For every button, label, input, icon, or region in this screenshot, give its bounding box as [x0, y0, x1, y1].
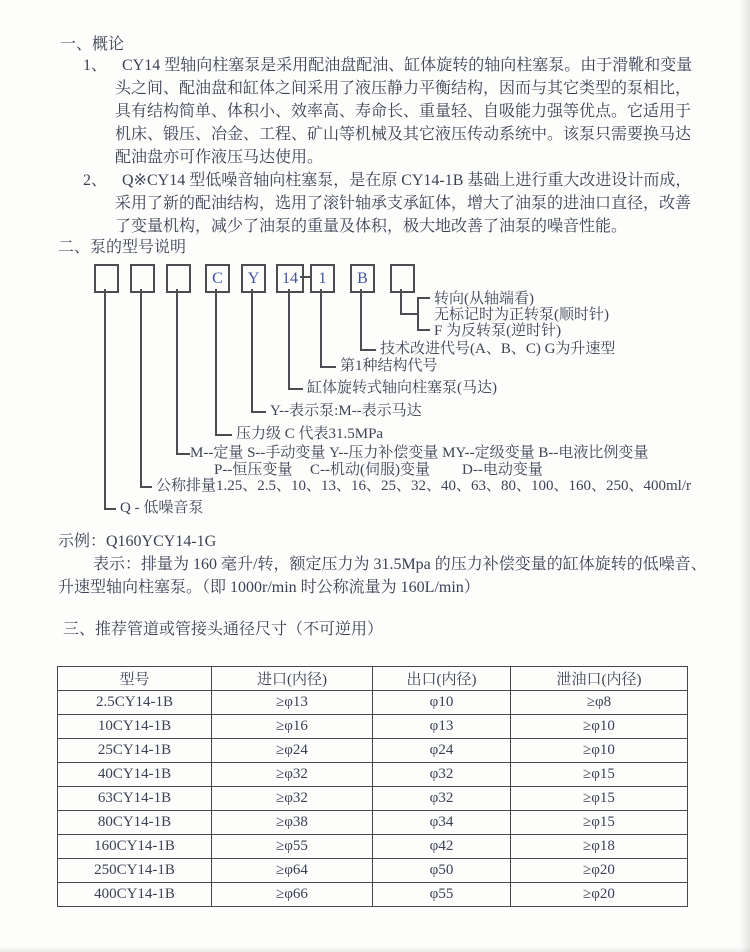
table-cell: 250CY14-1B — [58, 859, 212, 883]
table-row — [58, 787, 688, 811]
section3-heading: 三、推荐管道或管接头通径尺寸（不可逆用） — [63, 621, 384, 638]
table-cell: ≥φ18 — [511, 835, 688, 859]
paragraph-line: 头之间、配油盘和缸体之间采用了液压静力平衡结构，因而与其它类型的泵相比， — [115, 80, 692, 97]
connector-line — [140, 289, 142, 488]
example-line-1: 表示：排量为 160 毫升/转，额定压力为 31.5Mpa 的压力补偿变量的缸体旋转的低噪音、 — [93, 556, 707, 573]
table-cell: ≥φ32 — [212, 763, 373, 787]
label-pressure-grade: 压力级 C 代表31.5MPa — [236, 426, 384, 442]
label-structure-code: 第1种结构代号 — [340, 358, 438, 374]
model-code-box-9 — [390, 264, 415, 293]
paragraph-line: 配油盘亦可作液压马达使用。 — [115, 149, 324, 166]
model-code-box-C: C — [205, 264, 230, 293]
connector-line — [104, 508, 116, 510]
label-rotation-title: 转向(从轴端看) — [434, 291, 534, 307]
table-cell: 40CY14-1B — [58, 763, 212, 787]
example-title: 示例：Q160YCY14-1G — [58, 533, 217, 550]
pipe-size-table-head — [58, 667, 688, 691]
section1-heading: 一、概论 — [60, 36, 125, 53]
model-code-box-B: B — [350, 264, 375, 293]
connector-line — [251, 289, 253, 413]
table-row — [58, 883, 688, 907]
label-displacement: 公称排量1.25、2.5、10、13、16、25、32、40、63、80、100、160、250、400ml/r — [156, 478, 691, 494]
table-row — [58, 715, 688, 739]
connector-line — [320, 366, 336, 368]
connector-line — [104, 289, 106, 510]
table-cell: ≥φ20 — [511, 883, 688, 907]
model-code-box-2 — [130, 264, 155, 293]
table-cell: 400CY14-1B — [58, 883, 212, 907]
label-cylinder-type: 缸体旋转式轴向柱塞泵(马达) — [307, 380, 497, 396]
table-cell: 63CY14-1B — [58, 787, 212, 811]
label-pump-motor: Y--表示泵:M--表示马达 — [270, 403, 422, 419]
model-code-box-Y: Y — [241, 264, 266, 293]
table-row — [58, 739, 688, 763]
label-variable-types-2c: D--电动变量 — [462, 462, 543, 478]
connector-line — [288, 388, 303, 390]
model-code-box-3 — [166, 264, 191, 293]
table-cell: 80CY14-1B — [58, 811, 212, 835]
table-cell: φ55 — [373, 883, 511, 907]
table-header-cell: 型号 — [58, 667, 212, 691]
table-header-row — [58, 667, 688, 691]
table-row — [58, 811, 688, 835]
table-cell: φ50 — [373, 859, 511, 883]
table-cell: ≥φ55 — [212, 835, 373, 859]
bracket-line — [417, 297, 419, 331]
connector-line — [288, 289, 290, 390]
paragraph-line: 采用了新的配油结构，选用了滚针轴承支承缸体，增大了油泵的进油口直径，改善 — [115, 195, 692, 212]
paragraph-line: Q※CY14 型低噪音轴向柱塞泵，是在原 CY14-1B 基础上进行重大改进设计而成， — [122, 172, 692, 189]
label-variable-types-2b: C--机动(伺服)变量 — [310, 462, 430, 478]
table-header-cell: 出口(内径) — [373, 667, 511, 691]
table-header-cell: 进口(内径) — [212, 667, 373, 691]
scan-edge-bottom — [0, 947, 750, 952]
table-cell: φ24 — [373, 739, 511, 763]
model-code-box-14: 14 — [276, 264, 304, 293]
table-cell: ≥φ64 — [212, 859, 373, 883]
list-number-1: 1、 — [83, 57, 108, 74]
list-number-2: 2、 — [83, 172, 108, 189]
connector-line — [140, 486, 152, 488]
connector-line — [176, 453, 190, 455]
table-row — [58, 691, 688, 715]
table-cell: φ32 — [373, 763, 511, 787]
paragraph-line: 具有结构简单、体积小、效率高、寿命长、重量轻、自吸能力强等优点。它适用于 — [115, 103, 692, 120]
table-cell: 25CY14-1B — [58, 739, 212, 763]
table-cell: ≥φ10 — [511, 739, 688, 763]
paragraph-line: 机床、锻压、冶金、工程、矿山等机械及其它液压传动系统中。该泵只需要换马达 — [115, 126, 692, 143]
table-cell: 2.5CY14-1B — [58, 691, 212, 715]
model-code-box-1B: 1 — [310, 264, 335, 293]
table-cell: ≥φ15 — [511, 763, 688, 787]
table-cell: φ42 — [373, 835, 511, 859]
label-tech-code: 技术改进代号(A、B、C) G为升速型 — [380, 341, 616, 357]
table-cell: ≥φ66 — [212, 883, 373, 907]
table-cell: ≥φ8 — [511, 691, 688, 715]
table-cell: ≥φ20 — [511, 859, 688, 883]
connector-line — [215, 289, 217, 436]
label-rotation-default: 无标记时为正转泵(顺时针) — [434, 307, 609, 323]
connector-line — [400, 289, 402, 315]
paragraph-line: CY14 型轴向柱塞泵是采用配油盘配油、缸体旋转的轴向柱塞泵。由于滑靴和变量 — [122, 57, 693, 74]
model-code-box-1 — [94, 264, 119, 293]
table-cell: 160CY14-1B — [58, 835, 212, 859]
table-cell: ≥φ24 — [212, 739, 373, 763]
table-cell: ≥φ13 — [212, 691, 373, 715]
table-header-cell: 泄油口(内径) — [511, 667, 688, 691]
label-rotation-reverse: F 为反转泵(逆时针) — [434, 323, 562, 339]
table-row — [58, 835, 688, 859]
label-variable-types-2a: P--恒压变量 — [214, 462, 293, 478]
bracket-line — [417, 329, 430, 331]
label-variable-types-1: M--定量 S--手动变量 Y--压力补偿变量 MY--定级变量 B--电液比例变量 — [190, 445, 649, 461]
table-cell: ≥φ15 — [511, 811, 688, 835]
example-line-2: 升速型轴向柱塞泵。（即 1000r/min 时公称流量为 160L/min） — [58, 579, 480, 596]
table-cell: φ32 — [373, 787, 511, 811]
connector-line — [215, 434, 232, 436]
table-cell: ≥φ38 — [212, 811, 373, 835]
table-cell: φ34 — [373, 811, 511, 835]
table-cell: ≥φ15 — [511, 787, 688, 811]
connector-line — [400, 313, 417, 315]
table-cell: ≥φ10 — [511, 715, 688, 739]
pipe-size-table-body — [58, 691, 688, 907]
pipe-size-table — [57, 666, 688, 907]
table-row — [58, 763, 688, 787]
table-row — [58, 859, 688, 883]
label-quiet-pump: Q - 低噪音泵 — [120, 500, 204, 516]
code-dash-line — [300, 276, 310, 278]
connector-line — [360, 349, 376, 351]
bracket-line — [417, 297, 430, 299]
table-cell: 10CY14-1B — [58, 715, 212, 739]
table-cell: φ13 — [373, 715, 511, 739]
table-cell: ≥φ16 — [212, 715, 373, 739]
section2-heading: 二、泵的型号说明 — [58, 239, 187, 256]
connector-line — [251, 411, 266, 413]
table-cell: ≥φ32 — [212, 787, 373, 811]
scan-edge-right — [740, 0, 750, 952]
connector-line — [360, 289, 362, 351]
table-cell: φ10 — [373, 691, 511, 715]
connector-line — [176, 289, 178, 455]
paragraph-line: 了变量机构，减少了油泵的重量及体积，极大地改善了油泵的噪音性能。 — [115, 218, 628, 235]
connector-line — [320, 289, 322, 368]
